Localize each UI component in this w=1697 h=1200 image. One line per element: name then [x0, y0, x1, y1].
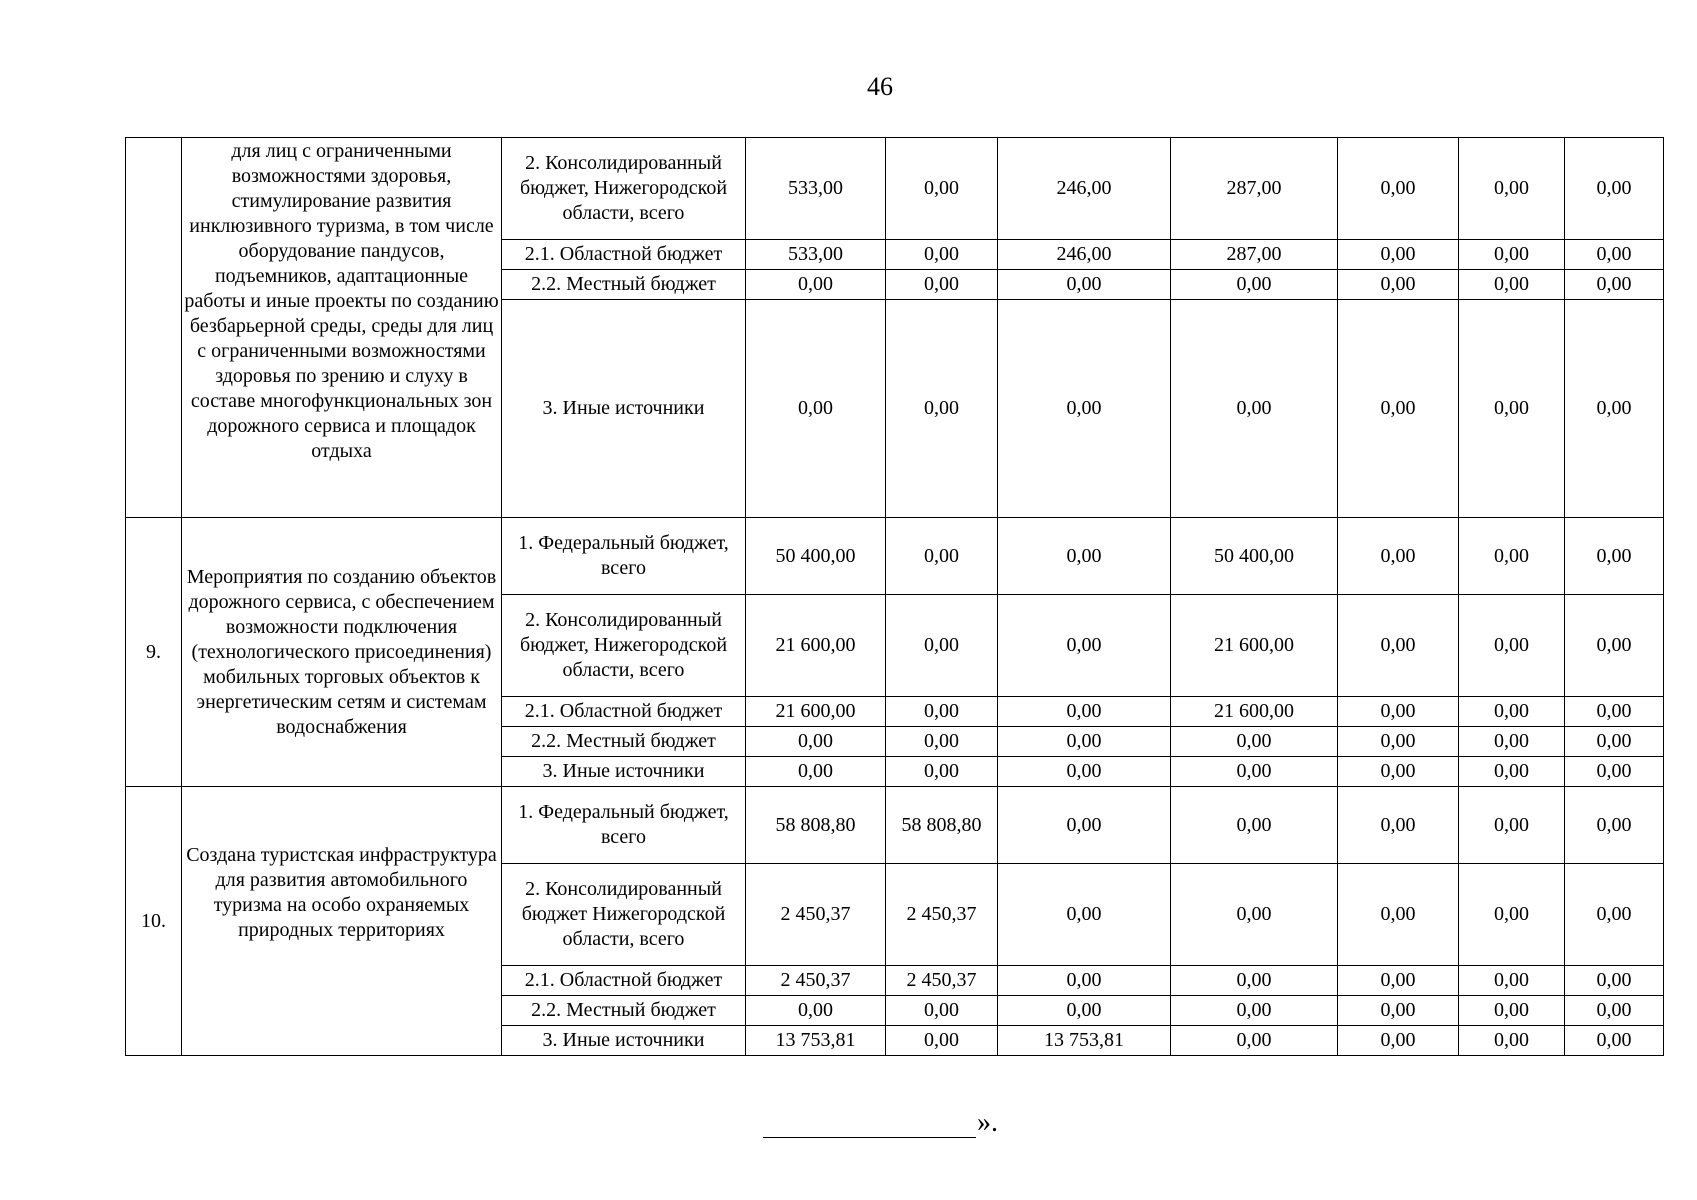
amount-cell: 0,00 — [1171, 996, 1338, 1026]
amount-cell: 0,00 — [1565, 864, 1664, 966]
table-row — [126, 138, 1664, 240]
amount-cell: 0,00 — [1338, 996, 1459, 1026]
amount-cell: 0,00 — [1459, 757, 1565, 787]
amount-cell: 0,00 — [998, 996, 1171, 1026]
item-number: 9. — [126, 518, 182, 787]
amount-cell: 0,00 — [886, 240, 998, 270]
amount-cell: 0,00 — [886, 697, 998, 727]
amount-cell: 0,00 — [886, 518, 998, 595]
funding-source-label: 2. Консолидированный бюджет Нижегородской области, всего — [502, 864, 746, 966]
amount-cell: 0,00 — [1338, 1026, 1459, 1056]
amount-cell: 0,00 — [998, 595, 1171, 697]
amount-cell: 0,00 — [1338, 727, 1459, 757]
funding-source-label: 1. Федеральный бюджет, всего — [502, 518, 746, 595]
amount-cell: 0,00 — [1565, 966, 1664, 996]
funding-source-label: 2.1. Областной бюджет — [502, 240, 746, 270]
amount-cell: 246,00 — [998, 138, 1171, 240]
amount-cell: 0,00 — [1171, 300, 1338, 518]
amount-cell: 0,00 — [1338, 966, 1459, 996]
funding-source-label: 2.2. Местный бюджет — [502, 270, 746, 300]
financing-table — [125, 137, 1664, 1056]
amount-cell: 0,00 — [1565, 996, 1664, 1026]
amount-cell: 21 600,00 — [1171, 697, 1338, 727]
amount-cell: 0,00 — [1565, 270, 1664, 300]
amount-cell: 0,00 — [998, 757, 1171, 787]
table-row — [126, 518, 1664, 595]
amount-cell: 0,00 — [1459, 1026, 1565, 1056]
amount-cell: 13 753,81 — [746, 1026, 886, 1056]
amount-cell: 0,00 — [1171, 757, 1338, 787]
amount-cell: 0,00 — [746, 270, 886, 300]
amount-cell: 0,00 — [1338, 864, 1459, 966]
amount-cell: 0,00 — [1171, 1026, 1338, 1056]
amount-cell: 0,00 — [1565, 727, 1664, 757]
amount-cell: 0,00 — [1171, 787, 1338, 864]
amount-cell: 0,00 — [886, 595, 998, 697]
closing-mark — [763, 1108, 998, 1138]
amount-cell: 533,00 — [746, 240, 886, 270]
amount-cell: 0,00 — [886, 300, 998, 518]
amount-cell: 0,00 — [998, 787, 1171, 864]
closing-quote: ». — [977, 1107, 998, 1138]
amount-cell: 0,00 — [1459, 240, 1565, 270]
amount-cell: 0,00 — [886, 270, 998, 300]
amount-cell: 0,00 — [1338, 595, 1459, 697]
amount-cell: 0,00 — [1338, 138, 1459, 240]
amount-cell: 287,00 — [1171, 138, 1338, 240]
amount-cell: 21 600,00 — [1171, 595, 1338, 697]
table-row — [126, 787, 1664, 864]
amount-cell: 0,00 — [1459, 595, 1565, 697]
amount-cell: 0,00 — [886, 757, 998, 787]
amount-cell: 2 450,37 — [746, 966, 886, 996]
amount-cell: 0,00 — [1565, 1026, 1664, 1056]
amount-cell: 0,00 — [1338, 270, 1459, 300]
amount-cell: 0,00 — [1459, 864, 1565, 966]
page-number: 46 — [867, 72, 893, 101]
amount-cell: 0,00 — [998, 300, 1171, 518]
funding-source-label: 3. Иные источники — [502, 757, 746, 787]
amount-cell: 0,00 — [1338, 787, 1459, 864]
amount-cell: 0,00 — [1459, 518, 1565, 595]
amount-cell: 21 600,00 — [746, 697, 886, 727]
amount-cell: 0,00 — [1171, 864, 1338, 966]
amount-cell: 0,00 — [1459, 138, 1565, 240]
funding-source-label: 2.2. Местный бюджет — [502, 727, 746, 757]
amount-cell: 0,00 — [1565, 300, 1664, 518]
funding-source-label: 2. Консолидированный бюджет, Нижегородской области, всего — [502, 595, 746, 697]
amount-cell: 0,00 — [1565, 240, 1664, 270]
amount-cell: 0,00 — [998, 270, 1171, 300]
amount-cell: 0,00 — [1338, 757, 1459, 787]
item-number: 10. — [126, 787, 182, 1056]
amount-cell: 0,00 — [746, 300, 886, 518]
amount-cell: 246,00 — [998, 240, 1171, 270]
amount-cell: 0,00 — [1459, 697, 1565, 727]
item-number — [126, 138, 182, 518]
amount-cell: 58 808,80 — [746, 787, 886, 864]
amount-cell: 0,00 — [746, 996, 886, 1026]
funding-source-label: 1. Федеральный бюджет, всего — [502, 787, 746, 864]
amount-cell: 0,00 — [746, 727, 886, 757]
amount-cell: 0,00 — [1565, 787, 1664, 864]
amount-cell: 0,00 — [1459, 727, 1565, 757]
amount-cell: 21 600,00 — [746, 595, 886, 697]
amount-cell: 50 400,00 — [746, 518, 886, 595]
amount-cell: 0,00 — [1565, 757, 1664, 787]
amount-cell: 0,00 — [1338, 300, 1459, 518]
amount-cell: 0,00 — [998, 864, 1171, 966]
amount-cell: 0,00 — [1565, 518, 1664, 595]
amount-cell: 0,00 — [1171, 966, 1338, 996]
amount-cell: 13 753,81 — [998, 1026, 1171, 1056]
amount-cell: 0,00 — [886, 996, 998, 1026]
amount-cell: 0,00 — [998, 697, 1171, 727]
amount-cell: 58 808,80 — [886, 787, 998, 864]
funding-source-label: 2.1. Областной бюджет — [502, 697, 746, 727]
amount-cell: 2 450,37 — [746, 864, 886, 966]
amount-cell: 0,00 — [1338, 697, 1459, 727]
amount-cell: 0,00 — [746, 757, 886, 787]
funding-source-label: 2.1. Областной бюджет — [502, 966, 746, 996]
amount-cell: 0,00 — [998, 727, 1171, 757]
amount-cell: 2 450,37 — [886, 864, 998, 966]
amount-cell: 0,00 — [886, 138, 998, 240]
signature-line — [763, 1111, 976, 1138]
amount-cell: 0,00 — [1459, 270, 1565, 300]
funding-source-label: 3. Иные источники — [502, 300, 746, 518]
amount-cell: 0,00 — [1171, 727, 1338, 757]
amount-cell: 533,00 — [746, 138, 886, 240]
amount-cell: 287,00 — [1171, 240, 1338, 270]
funding-source-label: 3. Иные источники — [502, 1026, 746, 1056]
amount-cell: 0,00 — [1565, 595, 1664, 697]
amount-cell: 0,00 — [1565, 138, 1664, 240]
funding-source-label: 2.2. Местный бюджет — [502, 996, 746, 1026]
amount-cell: 0,00 — [1338, 518, 1459, 595]
amount-cell: 0,00 — [1459, 300, 1565, 518]
amount-cell: 50 400,00 — [1171, 518, 1338, 595]
amount-cell: 2 450,37 — [886, 966, 998, 996]
item-description: для лиц с ограниченными возможностями здоровья, стимулирование развития инклюзивного туризма, в том числе оборудование пандусов, подъемников, адаптационные работы и иные проекты по созданию безбарьерной среды, среды для лиц с ограниченными возможностями здоровья по зрению и слуху в составе многофункциональных зон дорожного сервиса и площадок отдыха — [182, 138, 502, 518]
amount-cell: 0,00 — [886, 1026, 998, 1056]
amount-cell: 0,00 — [1459, 996, 1565, 1026]
amount-cell: 0,00 — [1459, 787, 1565, 864]
amount-cell: 0,00 — [886, 727, 998, 757]
item-description: Мероприятия по созданию объектов дорожного сервиса, с обеспечением возможности подключения (технологического присоединения) мобильных торговых объектов к энергетическим сетям и системам водоснабжения — [182, 518, 502, 787]
item-description: Создана туристская инфраструктура для развития автомобильного туризма на особо охраняемых природных территориях — [182, 787, 502, 1056]
amount-cell: 0,00 — [1459, 966, 1565, 996]
amount-cell: 0,00 — [1565, 697, 1664, 727]
amount-cell: 0,00 — [998, 966, 1171, 996]
amount-cell: 0,00 — [1338, 240, 1459, 270]
amount-cell: 0,00 — [998, 518, 1171, 595]
funding-source-label: 2. Консолидированный бюджет, Нижегородской области, всего — [502, 138, 746, 240]
amount-cell: 0,00 — [1171, 270, 1338, 300]
